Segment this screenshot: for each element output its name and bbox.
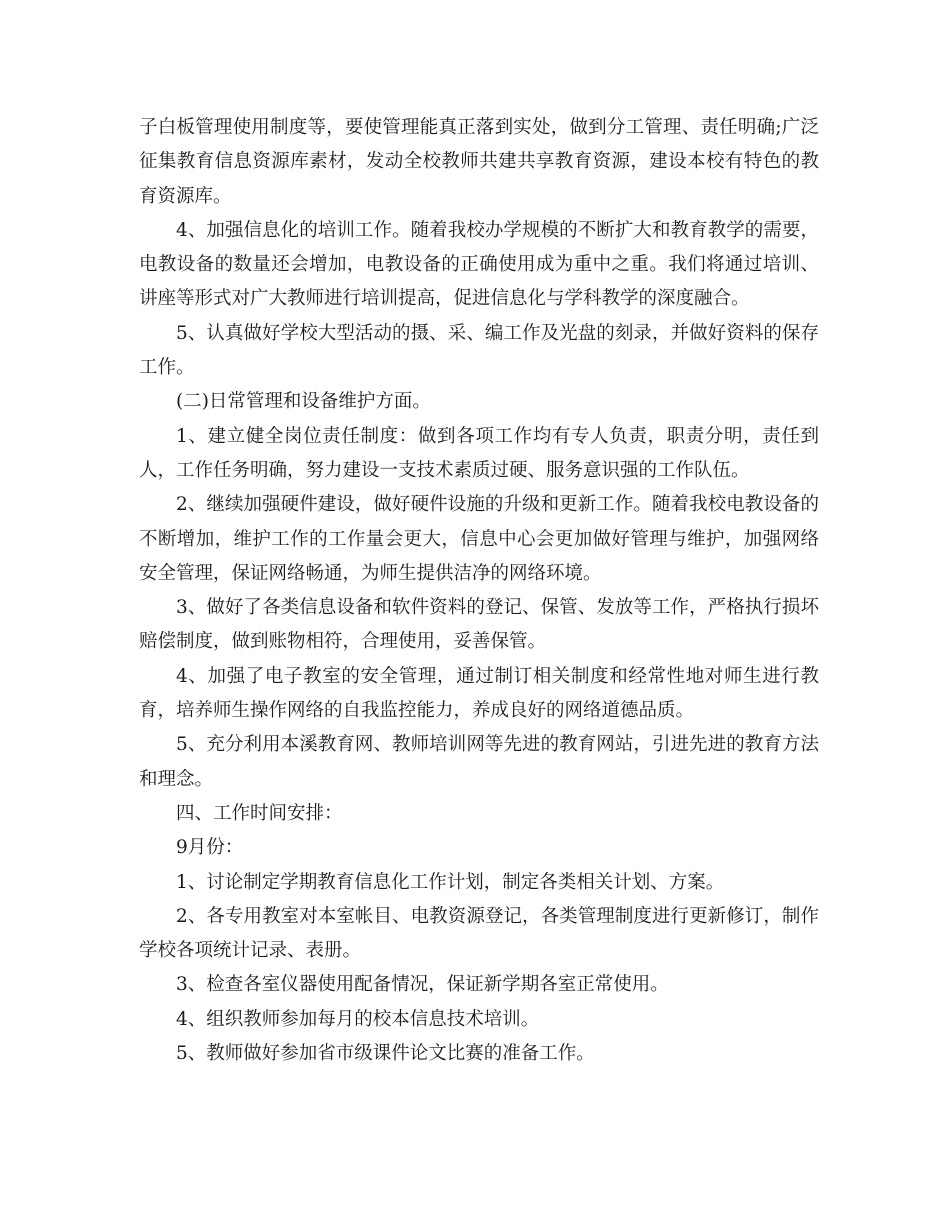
month-heading-september: 9月份： [176,837,244,859]
schedule-item-1: 1、讨论制定学期教育信息化工作计划，制定各类相关计划、方案。 [176,871,725,893]
paragraph-item-4-classroom-safety: 4、加强了电子教室的安全管理，通过制订相关制度和经常性地对师生进行教育，培养师生操作网络的自我监控能力，养成良好的网络道德品质。 [139,665,819,722]
schedule-item-5: 5、教师做好参加省市级课件论文比赛的准备工作。 [176,1043,595,1065]
document-page [139,111,819,1071]
paragraph-item-2-hardware: 2、继续加强硬件建设，做好硬件设施的升级和更新工作。随着我校电教设备的不断增加，维护工作的工作量会更大，信息中心会更加做好管理与维护，加强网络安全管理，保证网络畅通，为师生提供洁净的网络环境。 [139,494,819,584]
schedule-item-4: 4、组织教师参加每月的校本信息技术培训。 [176,1008,540,1030]
paragraph-item-5-networks: 5、充分利用本溪教育网、教师培训网等先进的教育网站，引进先进的教育方法和理念。 [139,734,819,790]
section-heading-schedule: 四、工作时间安排： [176,802,343,824]
section-heading-daily-management: (二)日常管理和设备维护方面。 [176,391,431,413]
paragraph-item-1-responsibility: 1、建立健全岗位责任制度：做到各项工作均有专人负责，职责分明，责任到人，工作任务明确，努力建设一支技术素质过硬、服务意识强的工作队伍。 [139,425,819,481]
schedule-item-3: 3、检查各室仪器使用配备情况，保证新学期各室正常使用。 [176,974,669,996]
paragraph-item-5-activities: 5、认真做好学校大型活动的摄、采、编工作及光盘的刻录，并做好资料的保存工作。 [139,322,819,379]
paragraph-item-3-registration: 3、做好了各类信息设备和软件资料的登记、保管、发放等工作，严格执行损坏赔偿制度，做到账物相符，合理使用，妥善保管。 [139,597,819,653]
paragraph-item-4-training: 4、加强信息化的培训工作。随着我校办学规模的不断扩大和教育教学的需要，电教设备的数量还会增加，电教设备的正确使用成为重中之重。我们将通过培训、讲座等形式对广大教师进行培训提高，促进信息化与学科教学的深度融合。 [139,219,819,310]
paragraph-intro-continuation: 子白板管理使用制度等，要使管理能真正落到实处，做到分工管理、责任明确;广泛征集教育信息资源库素材，发动全校教师共建共享教育资源，建设本校有特色的教育资源库。 [139,117,819,207]
schedule-item-2: 2、各专用教室对本室帐目、电教资源登记，各类管理制度进行更新修订，制作学校各项统计记录、表册。 [139,905,819,962]
